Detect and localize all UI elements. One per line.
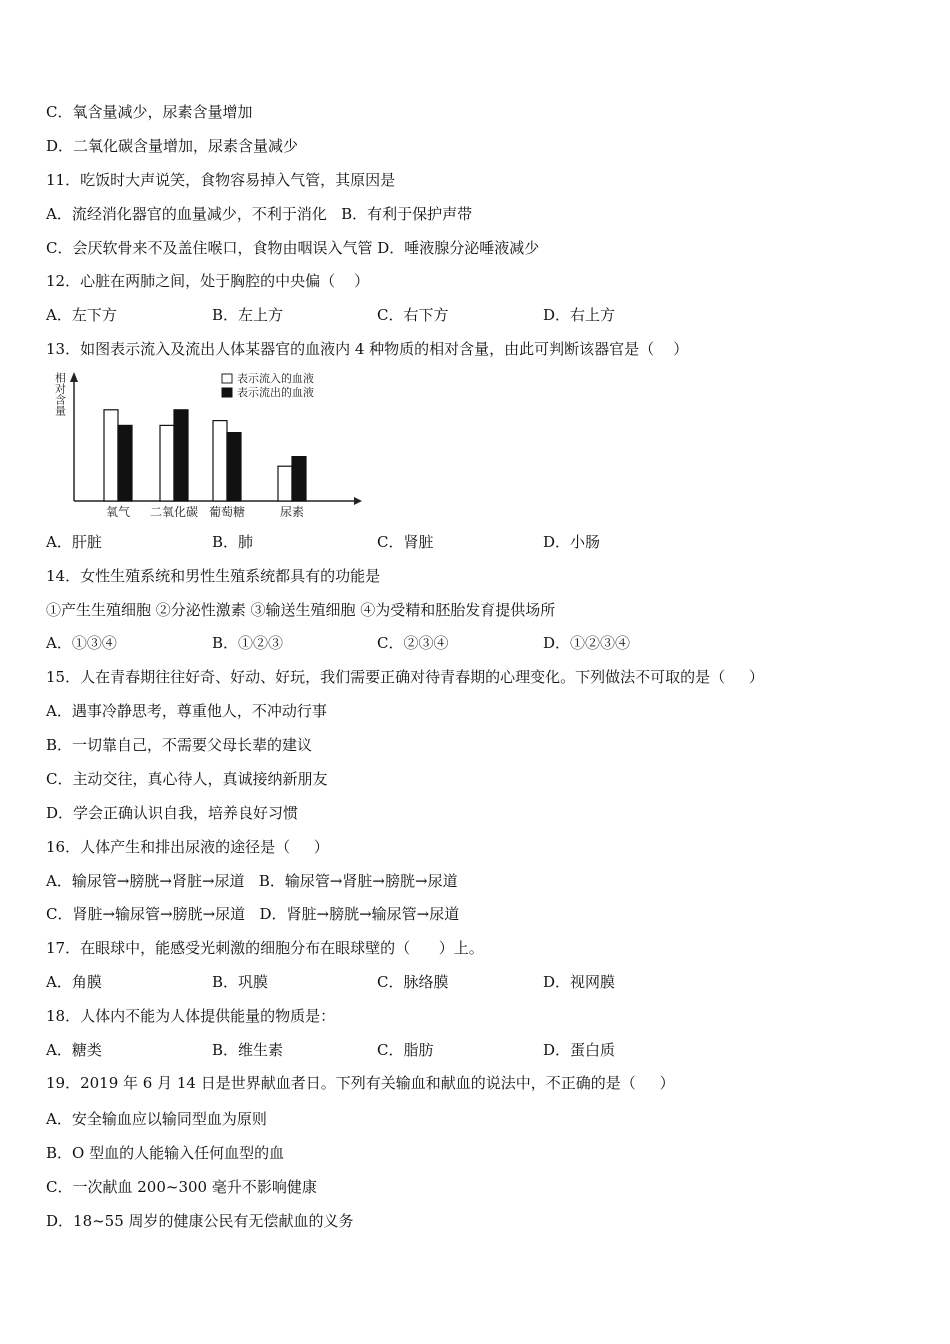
bar-inflow-1 bbox=[160, 425, 174, 501]
q19-option-b: B．O 型血的人能输入任何血型的血 bbox=[46, 1144, 285, 1162]
bar-outflow-1 bbox=[174, 410, 188, 501]
q15-option-d: D．学会正确认识自我，培养良好习惯 bbox=[46, 804, 299, 822]
q14-option-b: B．①②③ bbox=[212, 634, 284, 652]
q14-options bbox=[46, 632, 906, 654]
q19-option-d: D．18~55 周岁的健康公民有无偿献血的义务 bbox=[46, 1212, 354, 1230]
category-label: 尿素 bbox=[279, 505, 305, 519]
q14-stem: 14．女性生殖系统和男性生殖系统都具有的功能是 bbox=[46, 567, 381, 585]
legend-label-outflow: 表示流出的血液 bbox=[237, 386, 314, 399]
q18-stem: 18．人体内不能为人体提供能量的物质是： bbox=[46, 1007, 336, 1025]
q15-option-c: C．主动交往，真心待人，真诚接纳新朋友 bbox=[46, 770, 328, 788]
q12-option-d: D．右上方 bbox=[543, 306, 616, 324]
q13-option-b: B．肺 bbox=[212, 533, 254, 551]
q13-bar-chart bbox=[46, 368, 362, 523]
q17-options bbox=[46, 971, 906, 993]
q14-option-c: C．②③④ bbox=[377, 634, 449, 652]
bar-outflow-0 bbox=[118, 425, 132, 501]
bar-inflow-3 bbox=[278, 466, 292, 501]
q17-option-d: D．视网膜 bbox=[543, 973, 616, 991]
q15-option-b: B．一切靠自己，不需要父母长辈的建议 bbox=[46, 736, 313, 754]
q18-option-d: D．蛋白质 bbox=[543, 1041, 616, 1059]
q16-stem: 16．人体产生和排出尿液的途径是（ ） bbox=[46, 838, 329, 856]
bar-inflow-2 bbox=[213, 421, 227, 501]
legend-swatch-outflow bbox=[222, 388, 232, 397]
x-axis-arrow bbox=[354, 497, 362, 505]
q10-option-c: C．氧含量减少，尿素含量增加 bbox=[46, 103, 253, 121]
q13-option-d: D．小肠 bbox=[543, 533, 601, 551]
q12-option-a: A．左下方 bbox=[46, 306, 117, 324]
q17-stem: 17．在眼球中，能感受光刺激的细胞分布在眼球壁的（ ）上。 bbox=[46, 939, 484, 957]
q17-option-c: C．脉络膜 bbox=[377, 973, 449, 991]
bar-outflow-3 bbox=[292, 457, 306, 501]
legend-label-inflow: 表示流入的血液 bbox=[237, 372, 314, 385]
q13-option-a: A．肝脏 bbox=[46, 533, 102, 551]
q19-option-c: C．一次献血 200~300 毫升不影响健康 bbox=[46, 1178, 317, 1196]
q17-option-a: A．角膜 bbox=[46, 973, 102, 991]
q15-option-a: A．遇事冷静思考，尊重他人，不冲动行事 bbox=[46, 702, 327, 720]
q19-stem: 19．2019 年 6 月 14 日是世界献血者日。下列有关输血和献血的说法中，不正确的是（ ） bbox=[46, 1074, 675, 1092]
category-label: 葡萄糖 bbox=[208, 505, 246, 519]
q12-option-c: C．右下方 bbox=[377, 306, 449, 324]
y-axis-label: 相对含量 bbox=[53, 372, 67, 416]
q12-option-b: B．左上方 bbox=[212, 306, 284, 324]
q17-option-b: B．巩膜 bbox=[212, 973, 269, 991]
category-label: 二氧化碳 bbox=[149, 505, 199, 519]
y-axis-arrow bbox=[70, 372, 78, 382]
q14-option-d: D．①②③④ bbox=[543, 634, 631, 652]
legend-swatch-inflow bbox=[222, 374, 232, 383]
q14-statements: ①产生生殖细胞 ②分泌性激素 ③输送生殖细胞 ④为受精和胚胎发育提供场所 bbox=[46, 601, 556, 619]
q10-option-d: D．二氧化碳含量增加，尿素含量减少 bbox=[46, 137, 299, 155]
q16-options-ab: A．输尿管→膀胱→肾脏→尿道 B．输尿管→肾脏→膀胱→尿道 bbox=[46, 872, 458, 890]
bar-inflow-0 bbox=[104, 410, 118, 501]
q13-stem: 13．如图表示流入及流出人体某器官的血液内 4 种物质的相对含量，由此可判断该器官是（ ） bbox=[46, 340, 689, 358]
q11-options-cd: C．会厌软骨来不及盖住喉口，食物由咽误入气管 D．唾液腺分泌唾液减少 bbox=[46, 239, 540, 257]
q11-options-ab: A．流经消化器官的血量减少，不利于消化 B．有利于保护声带 bbox=[46, 205, 473, 223]
q13-option-c: C．肾脏 bbox=[377, 533, 434, 551]
q18-options bbox=[46, 1039, 906, 1061]
q13-options bbox=[46, 531, 906, 553]
q18-option-a: A．糖类 bbox=[46, 1041, 102, 1059]
q14-option-a: A．①③④ bbox=[46, 634, 117, 652]
category-label: 氧气 bbox=[105, 505, 131, 519]
q18-option-c: C．脂肪 bbox=[377, 1041, 434, 1059]
q15-stem: 15．人在青春期往往好奇、好动、好玩，我们需要正确对待青春期的心理变化。下列做法不可取的是（ ） bbox=[46, 668, 764, 686]
q12-options bbox=[46, 304, 906, 326]
q16-options-cd: C．肾脏→输尿管→膀胱→尿道 D．肾脏→膀胱→输尿管→尿道 bbox=[46, 905, 460, 923]
q18-option-b: B．维生素 bbox=[212, 1041, 284, 1059]
q12-stem: 12．心脏在两肺之间，处于胸腔的中央偏（ ） bbox=[46, 272, 370, 290]
bar-outflow-2 bbox=[227, 433, 241, 501]
q19-option-a: A．安全输血应以输同型血为原则 bbox=[46, 1110, 267, 1128]
q11-stem: 11．吃饭时大声说笑，食物容易掉入气管，其原因是 bbox=[46, 171, 396, 189]
